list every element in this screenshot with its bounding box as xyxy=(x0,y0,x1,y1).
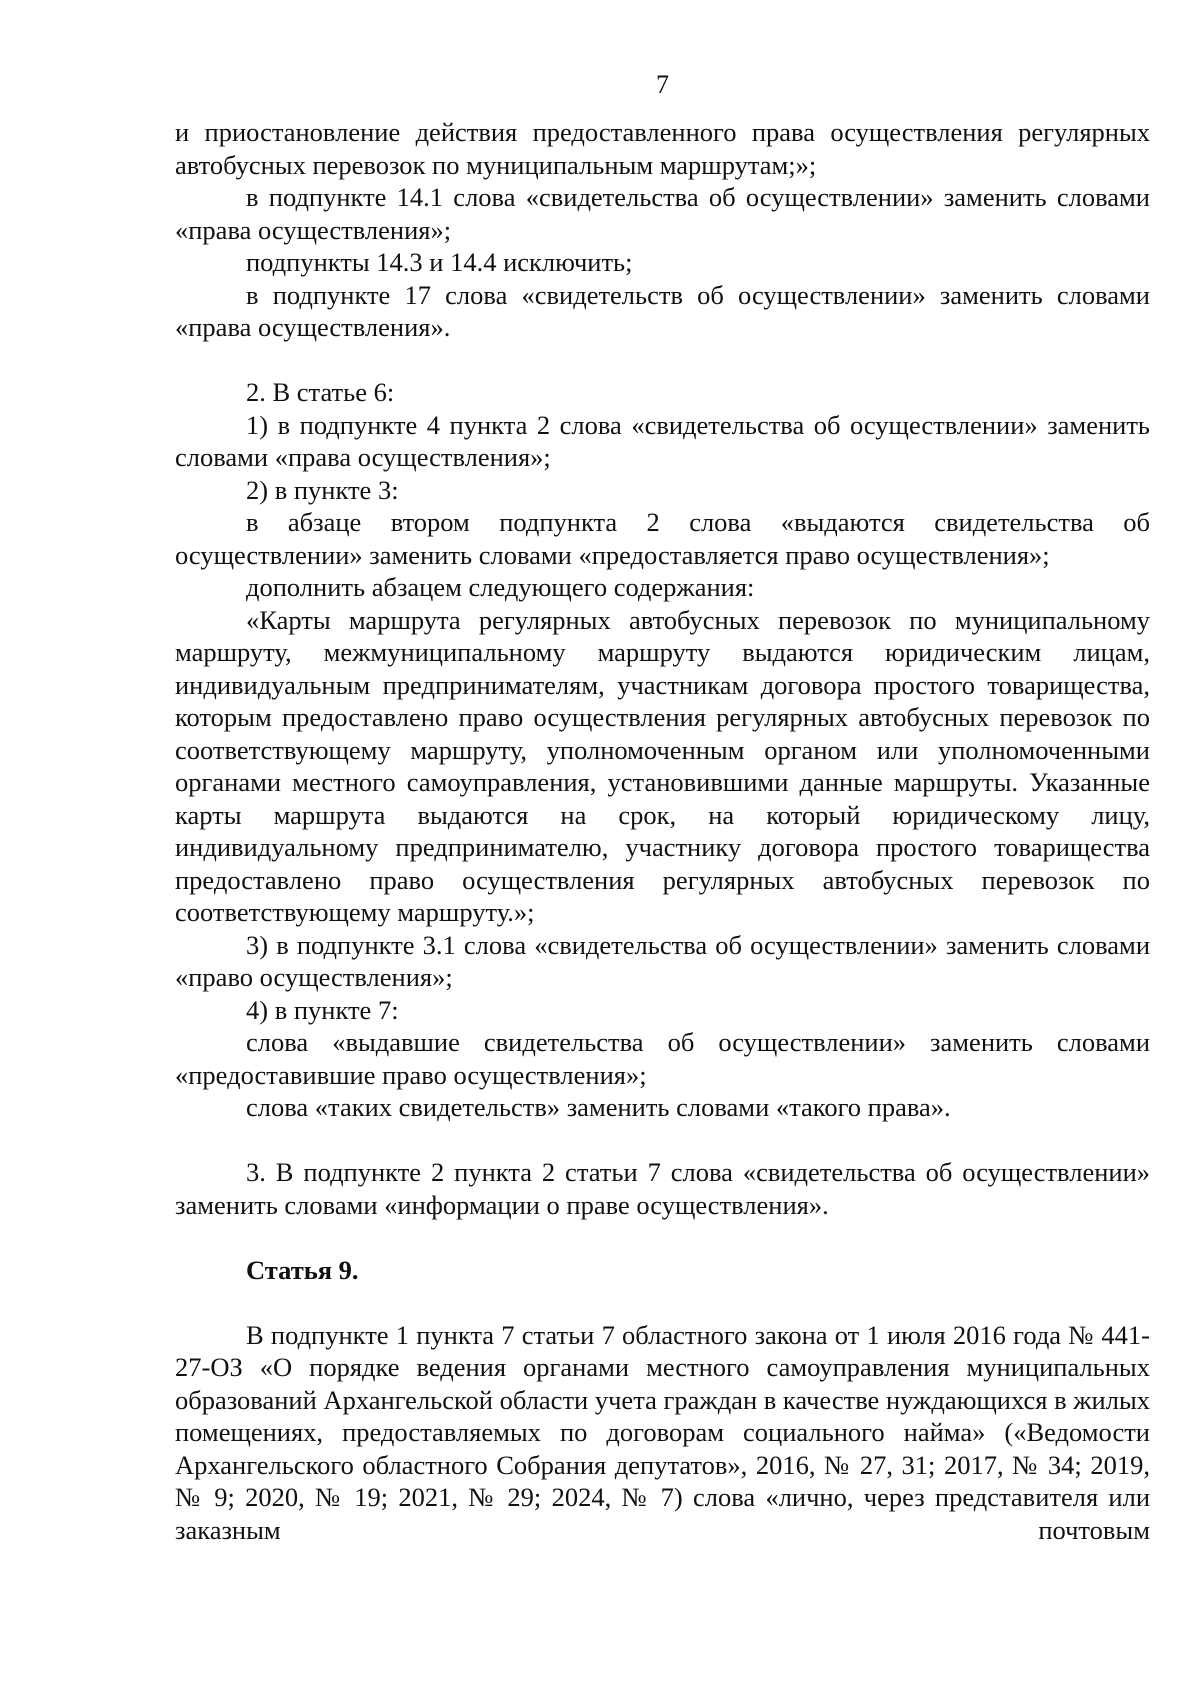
paragraph-abzac-vtorom: в абзаце втором подпункта 2 слова «выдаются свидетельства об осуществлении» заменить словами «предоставляется право осуществления»; xyxy=(175,507,1150,570)
paragraph-gap xyxy=(175,344,1150,377)
paragraph-karty-marshruta: «Карты маршрута регулярных автобусных перевозок по муниципальному маршруту, межмуниципальному маршруту выдаются юридическим лицам, индивидуальным предпринимателям, участникам договора простого товарищества, которым предоставлено право осуществления регулярных автобусных перевозок по соответствующему маршруту, уполномоченным органом или уполномоченными органами местного самоуправления, установившими данные маршруты. Указанные карты маршрута выдаются на срок, на который юридическому лицу, индивидуальному предпринимателю, участнику договора простого товарищества предоставлено право осуществления регулярных автобусных перевозок по соответствующему маршруту.»; xyxy=(175,604,1150,927)
paragraph-continuation: и приостановление действия предоставленного права осуществления регулярных автобусных перевозок по муниципальным маршрутам;»; xyxy=(175,117,1150,180)
paragraph-dopolnit: дополнить абзацем следующего содержания: xyxy=(246,572,755,602)
paragraph-takih-svidetelstv: слова «таких свидетельств» заменить словами «такого права». xyxy=(246,1092,951,1122)
paragraph-article-7: 3. В подпункте 2 пункта 2 статьи 7 слова «свидетельства об осуществлении» заменить словами «информации о праве осуществления». xyxy=(175,1157,1150,1220)
paragraph-article-6-item-1: 1) в подпункте 4 пункта 2 слова «свидетельства об осуществлении» заменить словами «права осуществления»; xyxy=(175,409,1150,472)
page-number: 7 xyxy=(656,70,669,99)
paragraph-gap xyxy=(175,1286,1150,1319)
paragraph-gap xyxy=(175,1124,1150,1157)
article-9-heading: Статья 9. xyxy=(246,1254,359,1285)
paragraph-subpoint-17: в подпункте 17 слова «свидетельств об осуществлении» заменить словами «права осуществления». xyxy=(175,279,1150,342)
paragraph-subpoints-14-3-14-4: подпункты 14.3 и 14.4 исключить; xyxy=(246,247,633,277)
paragraph-article-9-text: В подпункте 1 пункта 7 статьи 7 областного закона от 1 июля 2016 года № 441-27-ОЗ «О порядке ведения органами местного самоуправления муниципальных образований Архангельской области учета граждан в качестве нуждающихся в жилых помещениях, предоставляемых по договорам социального найма» («Ведомости Архангельского областного Собрания депутатов», 2016, № 27, 31; 2017, № 34; 2019, № 9; 2020, № 19; 2021, № 29; 2024, № 7) слова «лично, через представителя или заказным почтовым xyxy=(175,1319,1150,1545)
paragraph-gap xyxy=(175,1221,1150,1254)
paragraph-article-6-item-2: 2) в пункте 3: xyxy=(246,474,399,505)
paragraph-article-6: 2. В статье 6: xyxy=(246,377,395,407)
paragraph-vydavshie: слова «выдавшие свидетельства об осуществлении» заменить словами «предоставившие право осуществления»; xyxy=(175,1027,1150,1090)
paragraph-article-6-item-3: 3) в подпункте 3.1 слова «свидетельства об осуществлении» заменить словами «право осуществления»; xyxy=(175,929,1150,992)
paragraph-article-6-item-4: 4) в пункте 7: xyxy=(246,994,399,1025)
paragraph-subpoint-14-1: в подпункте 14.1 слова «свидетельства об осуществлении» заменить словами «права осуществления»; xyxy=(175,182,1150,245)
document-body xyxy=(175,116,1150,1546)
